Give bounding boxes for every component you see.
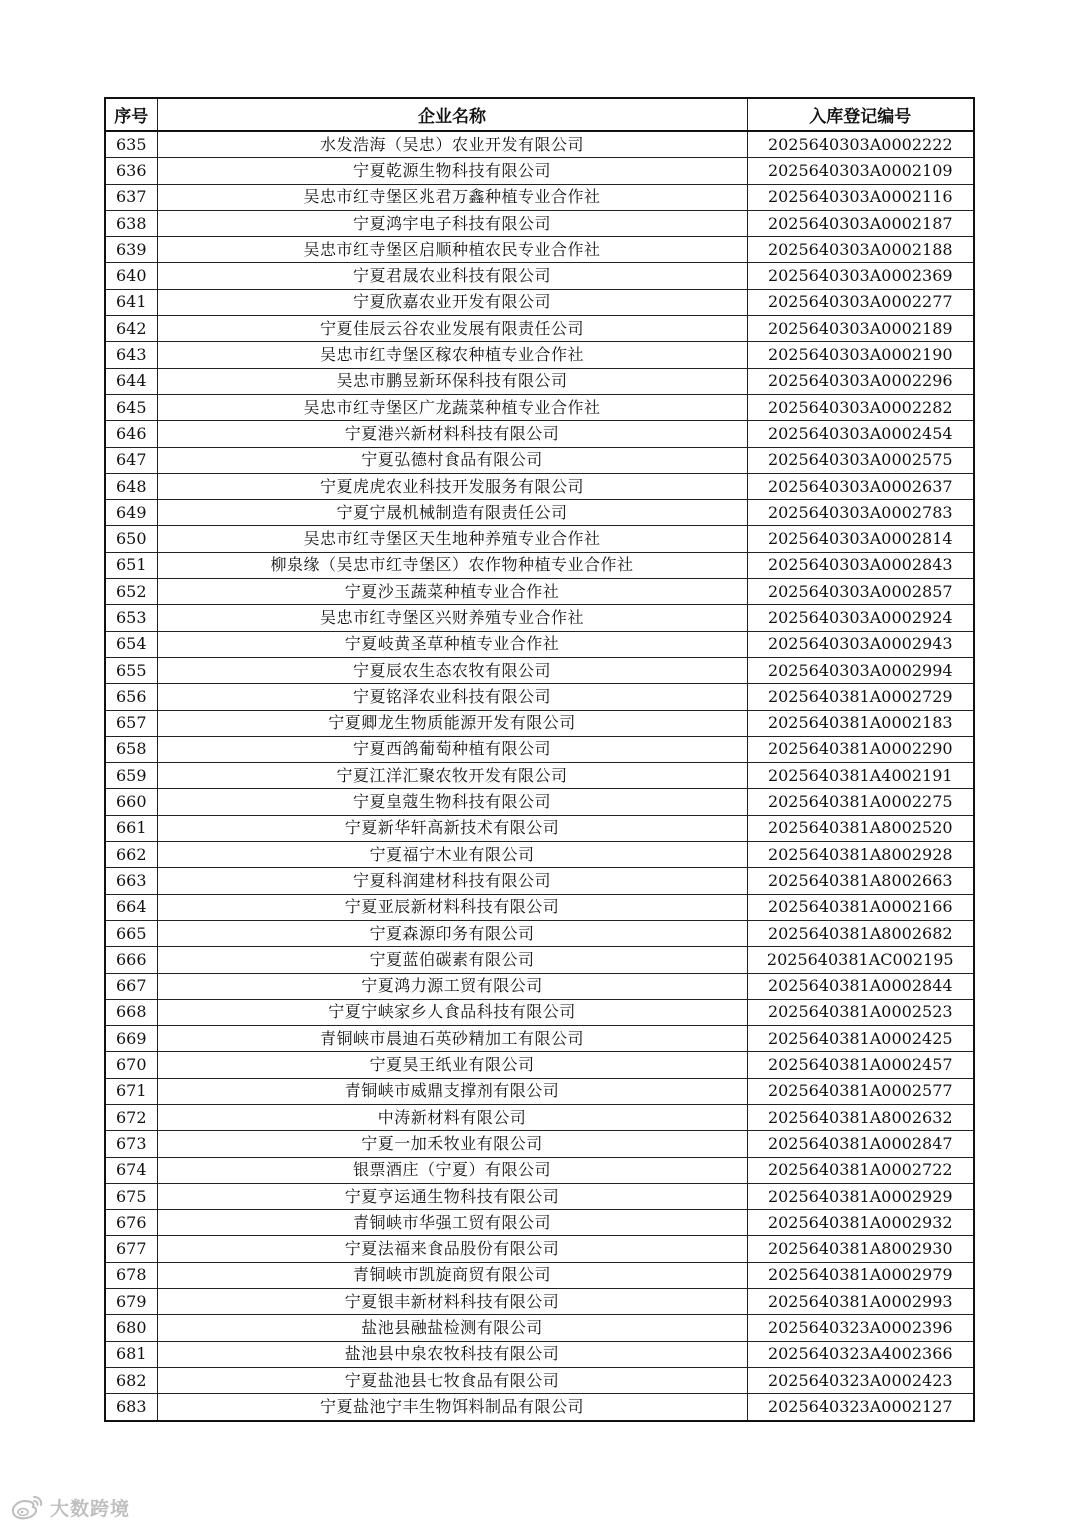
cell-registration-code: 2025640303A0002189 (747, 316, 974, 342)
cell-registration-code: 2025640381A8002928 (747, 842, 974, 868)
cell-enterprise-name: 宁夏昊王纸业有限公司 (157, 1052, 747, 1078)
cell-registration-code: 2025640381A0002425 (747, 1026, 974, 1052)
cell-serial-number: 638 (105, 210, 157, 236)
cell-registration-code: 2025640303A0002575 (747, 447, 974, 473)
weibo-logo-icon (10, 1493, 44, 1521)
header-enterprise-name: 企业名称 (157, 98, 747, 131)
cell-serial-number: 648 (105, 473, 157, 499)
cell-registration-code: 2025640381A0002523 (747, 999, 974, 1025)
cell-serial-number: 635 (105, 131, 157, 158)
cell-enterprise-name: 宁夏虎虎农业科技开发服务有限公司 (157, 473, 747, 499)
cell-serial-number: 671 (105, 1078, 157, 1104)
table-row (105, 894, 974, 920)
cell-serial-number: 670 (105, 1052, 157, 1078)
table-row (105, 947, 974, 973)
cell-registration-code: 2025640303A0002637 (747, 473, 974, 499)
cell-registration-code: 2025640303A0002814 (747, 526, 974, 552)
cell-serial-number: 658 (105, 736, 157, 762)
cell-enterprise-name: 宁夏亚辰新材料科技有限公司 (157, 894, 747, 920)
cell-serial-number: 647 (105, 447, 157, 473)
cell-registration-code: 2025640323A0002396 (747, 1315, 974, 1341)
table-row (105, 999, 974, 1025)
table-body (105, 131, 974, 1421)
cell-enterprise-name: 宁夏鸿力源工贸有限公司 (157, 973, 747, 999)
table-row (105, 1394, 974, 1421)
table-row (105, 500, 974, 526)
cell-registration-code: 2025640381A8002930 (747, 1236, 974, 1262)
table-row (105, 763, 974, 789)
cell-registration-code: 2025640303A0002943 (747, 631, 974, 657)
cell-enterprise-name: 盐池县融盐检测有限公司 (157, 1315, 747, 1341)
cell-serial-number: 642 (105, 316, 157, 342)
cell-registration-code: 2025640381A0002979 (747, 1262, 974, 1288)
cell-registration-code: 2025640303A0002454 (747, 421, 974, 447)
table-row (105, 920, 974, 946)
table-row (105, 842, 974, 868)
cell-registration-code: 2025640381A0002847 (747, 1131, 974, 1157)
table-row (105, 1210, 974, 1236)
cell-enterprise-name: 宁夏沙玉蔬菜种植专业合作社 (157, 579, 747, 605)
cell-enterprise-name: 柳泉缘（吴忠市红寺堡区）农作物种植专业合作社 (157, 552, 747, 578)
cell-enterprise-name: 吴忠市红寺堡区兆君万鑫种植专业合作社 (157, 184, 747, 210)
cell-registration-code: 2025640303A0002282 (747, 394, 974, 420)
cell-registration-code: 2025640381A0002993 (747, 1289, 974, 1315)
cell-serial-number: 668 (105, 999, 157, 1025)
cell-registration-code: 2025640381A0002275 (747, 789, 974, 815)
cell-serial-number: 666 (105, 947, 157, 973)
cell-registration-code: 2025640381A0002844 (747, 973, 974, 999)
cell-serial-number: 667 (105, 973, 157, 999)
cell-serial-number: 653 (105, 605, 157, 631)
cell-registration-code: 2025640381A8002632 (747, 1104, 974, 1130)
cell-registration-code: 2025640381A8002682 (747, 920, 974, 946)
cell-enterprise-name: 宁夏佳辰云谷农业发展有限责任公司 (157, 316, 747, 342)
cell-enterprise-name: 宁夏宁峡家乡人食品科技有限公司 (157, 999, 747, 1025)
cell-serial-number: 655 (105, 657, 157, 683)
cell-serial-number: 651 (105, 552, 157, 578)
cell-enterprise-name: 宁夏弘德村食品有限公司 (157, 447, 747, 473)
table-row (105, 1026, 974, 1052)
cell-registration-code: 2025640381A0002183 (747, 710, 974, 736)
cell-serial-number: 675 (105, 1183, 157, 1209)
cell-registration-code: 2025640303A0002187 (747, 210, 974, 236)
cell-serial-number: 650 (105, 526, 157, 552)
cell-enterprise-name: 宁夏科润建材科技有限公司 (157, 868, 747, 894)
cell-enterprise-name: 宁夏欣嘉农业开发有限公司 (157, 289, 747, 315)
cell-enterprise-name: 宁夏新华轩高新技术有限公司 (157, 815, 747, 841)
table-row (105, 1131, 974, 1157)
cell-enterprise-name: 吴忠市鹏昱新环保科技有限公司 (157, 368, 747, 394)
cell-serial-number: 652 (105, 579, 157, 605)
table-row (105, 263, 974, 289)
cell-enterprise-name: 宁夏法福来食品股份有限公司 (157, 1236, 747, 1262)
cell-registration-code: 2025640303A0002857 (747, 579, 974, 605)
cell-enterprise-name: 宁夏银丰新材料科技有限公司 (157, 1289, 747, 1315)
table-row (105, 973, 974, 999)
cell-serial-number: 643 (105, 342, 157, 368)
cell-registration-code: 2025640323A4002366 (747, 1341, 974, 1367)
cell-enterprise-name: 青铜峡市威鼎支撑剂有限公司 (157, 1078, 747, 1104)
cell-serial-number: 673 (105, 1131, 157, 1157)
cell-enterprise-name: 中涛新材料有限公司 (157, 1104, 747, 1130)
cell-serial-number: 683 (105, 1394, 157, 1421)
cell-registration-code: 2025640303A0002369 (747, 263, 974, 289)
cell-serial-number: 640 (105, 263, 157, 289)
cell-serial-number: 681 (105, 1341, 157, 1367)
cell-enterprise-name: 吴忠市红寺堡区广龙蔬菜种植专业合作社 (157, 394, 747, 420)
cell-serial-number: 654 (105, 631, 157, 657)
table-row (105, 368, 974, 394)
cell-serial-number: 672 (105, 1104, 157, 1130)
cell-registration-code: 2025640303A0002109 (747, 158, 974, 184)
cell-enterprise-name: 宁夏蓝伯碳素有限公司 (157, 947, 747, 973)
cell-registration-code: 2025640303A0002783 (747, 500, 974, 526)
table-row (105, 579, 974, 605)
table-row (105, 1052, 974, 1078)
cell-enterprise-name: 宁夏卿龙生物质能源开发有限公司 (157, 710, 747, 736)
cell-registration-code: 2025640303A0002222 (747, 131, 974, 158)
cell-registration-code: 2025640303A0002116 (747, 184, 974, 210)
cell-enterprise-name: 宁夏乾源生物科技有限公司 (157, 158, 747, 184)
cell-registration-code: 2025640381A4002191 (747, 763, 974, 789)
table-row (105, 526, 974, 552)
table-row (105, 1367, 974, 1393)
table-row (105, 289, 974, 315)
watermark-text: 大数跨境 (50, 1497, 131, 1520)
cell-serial-number: 641 (105, 289, 157, 315)
table-row (105, 342, 974, 368)
cell-enterprise-name: 宁夏一加禾牧业有限公司 (157, 1131, 747, 1157)
cell-enterprise-name: 宁夏辰农生态农牧有限公司 (157, 657, 747, 683)
cell-enterprise-name: 吴忠市红寺堡区启顺种植农民专业合作社 (157, 237, 747, 263)
cell-registration-code: 2025640323A0002423 (747, 1367, 974, 1393)
cell-serial-number: 657 (105, 710, 157, 736)
cell-enterprise-name: 青铜峡市晨迪石英砂精加工有限公司 (157, 1026, 747, 1052)
cell-registration-code: 2025640381A0002290 (747, 736, 974, 762)
table-row (105, 710, 974, 736)
table-row (105, 131, 974, 158)
table-row (105, 1157, 974, 1183)
cell-enterprise-name: 宁夏江洋汇聚农牧开发有限公司 (157, 763, 747, 789)
watermark (10, 1492, 130, 1522)
cell-serial-number: 665 (105, 920, 157, 946)
table-row (105, 815, 974, 841)
cell-registration-code: 2025640381A0002722 (747, 1157, 974, 1183)
cell-enterprise-name: 宁夏岐黄圣草种植专业合作社 (157, 631, 747, 657)
table-header (105, 98, 974, 131)
table-row (105, 631, 974, 657)
cell-registration-code: 2025640381A0002932 (747, 1210, 974, 1236)
table-row (105, 316, 974, 342)
cell-registration-code: 2025640303A0002277 (747, 289, 974, 315)
cell-serial-number: 660 (105, 789, 157, 815)
table-row (105, 394, 974, 420)
table-row (105, 1078, 974, 1104)
header-registration-code: 入库登记编号 (747, 98, 974, 131)
cell-registration-code: 2025640381A0002577 (747, 1078, 974, 1104)
cell-serial-number: 649 (105, 500, 157, 526)
table-row (105, 868, 974, 894)
cell-serial-number: 636 (105, 158, 157, 184)
table-row (105, 1236, 974, 1262)
cell-enterprise-name: 宁夏西鸽葡萄种植有限公司 (157, 736, 747, 762)
cell-enterprise-name: 水发浩海（吴忠）农业开发有限公司 (157, 131, 747, 158)
cell-registration-code: 2025640303A0002994 (747, 657, 974, 683)
cell-enterprise-name: 青铜峡市凯旋商贸有限公司 (157, 1262, 747, 1288)
cell-enterprise-name: 宁夏亨运通生物科技有限公司 (157, 1183, 747, 1209)
cell-enterprise-name: 宁夏港兴新材料科技有限公司 (157, 421, 747, 447)
table-row (105, 237, 974, 263)
cell-enterprise-name: 宁夏盐池宁丰生物饵料制品有限公司 (157, 1394, 747, 1421)
cell-enterprise-name: 宁夏君晟农业科技有限公司 (157, 263, 747, 289)
table-row (105, 1315, 974, 1341)
cell-serial-number: 680 (105, 1315, 157, 1341)
cell-serial-number: 677 (105, 1236, 157, 1262)
cell-enterprise-name: 宁夏福宁木业有限公司 (157, 842, 747, 868)
cell-serial-number: 639 (105, 237, 157, 263)
table-row (105, 184, 974, 210)
cell-enterprise-name: 宁夏鸿宇电子科技有限公司 (157, 210, 747, 236)
cell-registration-code: 2025640303A0002296 (747, 368, 974, 394)
cell-registration-code: 2025640303A0002843 (747, 552, 974, 578)
cell-serial-number: 644 (105, 368, 157, 394)
cell-serial-number: 676 (105, 1210, 157, 1236)
cell-serial-number: 669 (105, 1026, 157, 1052)
cell-enterprise-name: 宁夏宁晟机械制造有限责任公司 (157, 500, 747, 526)
table-row (105, 1104, 974, 1130)
table-row (105, 158, 974, 184)
cell-enterprise-name: 吴忠市红寺堡区稼农种植专业合作社 (157, 342, 747, 368)
table-row (105, 789, 974, 815)
cell-registration-code: 2025640381A0002166 (747, 894, 974, 920)
table-row (105, 473, 974, 499)
cell-registration-code: 2025640381A0002729 (747, 684, 974, 710)
table-row (105, 605, 974, 631)
header-serial-number: 序号 (105, 98, 157, 131)
cell-serial-number: 645 (105, 394, 157, 420)
cell-registration-code: 2025640381A8002663 (747, 868, 974, 894)
table-row (105, 684, 974, 710)
cell-registration-code: 2025640303A0002188 (747, 237, 974, 263)
cell-serial-number: 678 (105, 1262, 157, 1288)
table-row (105, 210, 974, 236)
table-row (105, 657, 974, 683)
cell-enterprise-name: 青铜峡市华强工贸有限公司 (157, 1210, 747, 1236)
table-row (105, 1289, 974, 1315)
cell-serial-number: 682 (105, 1367, 157, 1393)
cell-serial-number: 662 (105, 842, 157, 868)
cell-registration-code: 2025640381A0002457 (747, 1052, 974, 1078)
cell-registration-code: 2025640303A0002924 (747, 605, 974, 631)
cell-serial-number: 637 (105, 184, 157, 210)
cell-serial-number: 659 (105, 763, 157, 789)
table-row (105, 1262, 974, 1288)
cell-serial-number: 646 (105, 421, 157, 447)
table-row (105, 552, 974, 578)
cell-registration-code: 2025640323A0002127 (747, 1394, 974, 1421)
header-row (105, 98, 974, 131)
cell-enterprise-name: 盐池县中泉农牧科技有限公司 (157, 1341, 747, 1367)
enterprise-registry-table (104, 97, 975, 1422)
cell-enterprise-name: 宁夏盐池县七牧食品有限公司 (157, 1367, 747, 1393)
cell-enterprise-name: 宁夏皇蔻生物科技有限公司 (157, 789, 747, 815)
cell-registration-code: 2025640381AC002195 (747, 947, 974, 973)
cell-enterprise-name: 宁夏铭泽农业科技有限公司 (157, 684, 747, 710)
cell-enterprise-name: 吴忠市红寺堡区天生地种养殖专业合作社 (157, 526, 747, 552)
cell-enterprise-name: 银票酒庄（宁夏）有限公司 (157, 1157, 747, 1183)
cell-registration-code: 2025640381A8002520 (747, 815, 974, 841)
table-row (105, 736, 974, 762)
cell-serial-number: 674 (105, 1157, 157, 1183)
table-row (105, 1183, 974, 1209)
cell-enterprise-name: 宁夏森源印务有限公司 (157, 920, 747, 946)
table-row (105, 447, 974, 473)
table-row (105, 421, 974, 447)
table-row (105, 1341, 974, 1367)
cell-registration-code: 2025640381A0002929 (747, 1183, 974, 1209)
cell-serial-number: 656 (105, 684, 157, 710)
cell-enterprise-name: 吴忠市红寺堡区兴财养殖专业合作社 (157, 605, 747, 631)
cell-serial-number: 664 (105, 894, 157, 920)
cell-serial-number: 679 (105, 1289, 157, 1315)
cell-registration-code: 2025640303A0002190 (747, 342, 974, 368)
cell-serial-number: 661 (105, 815, 157, 841)
cell-serial-number: 663 (105, 868, 157, 894)
